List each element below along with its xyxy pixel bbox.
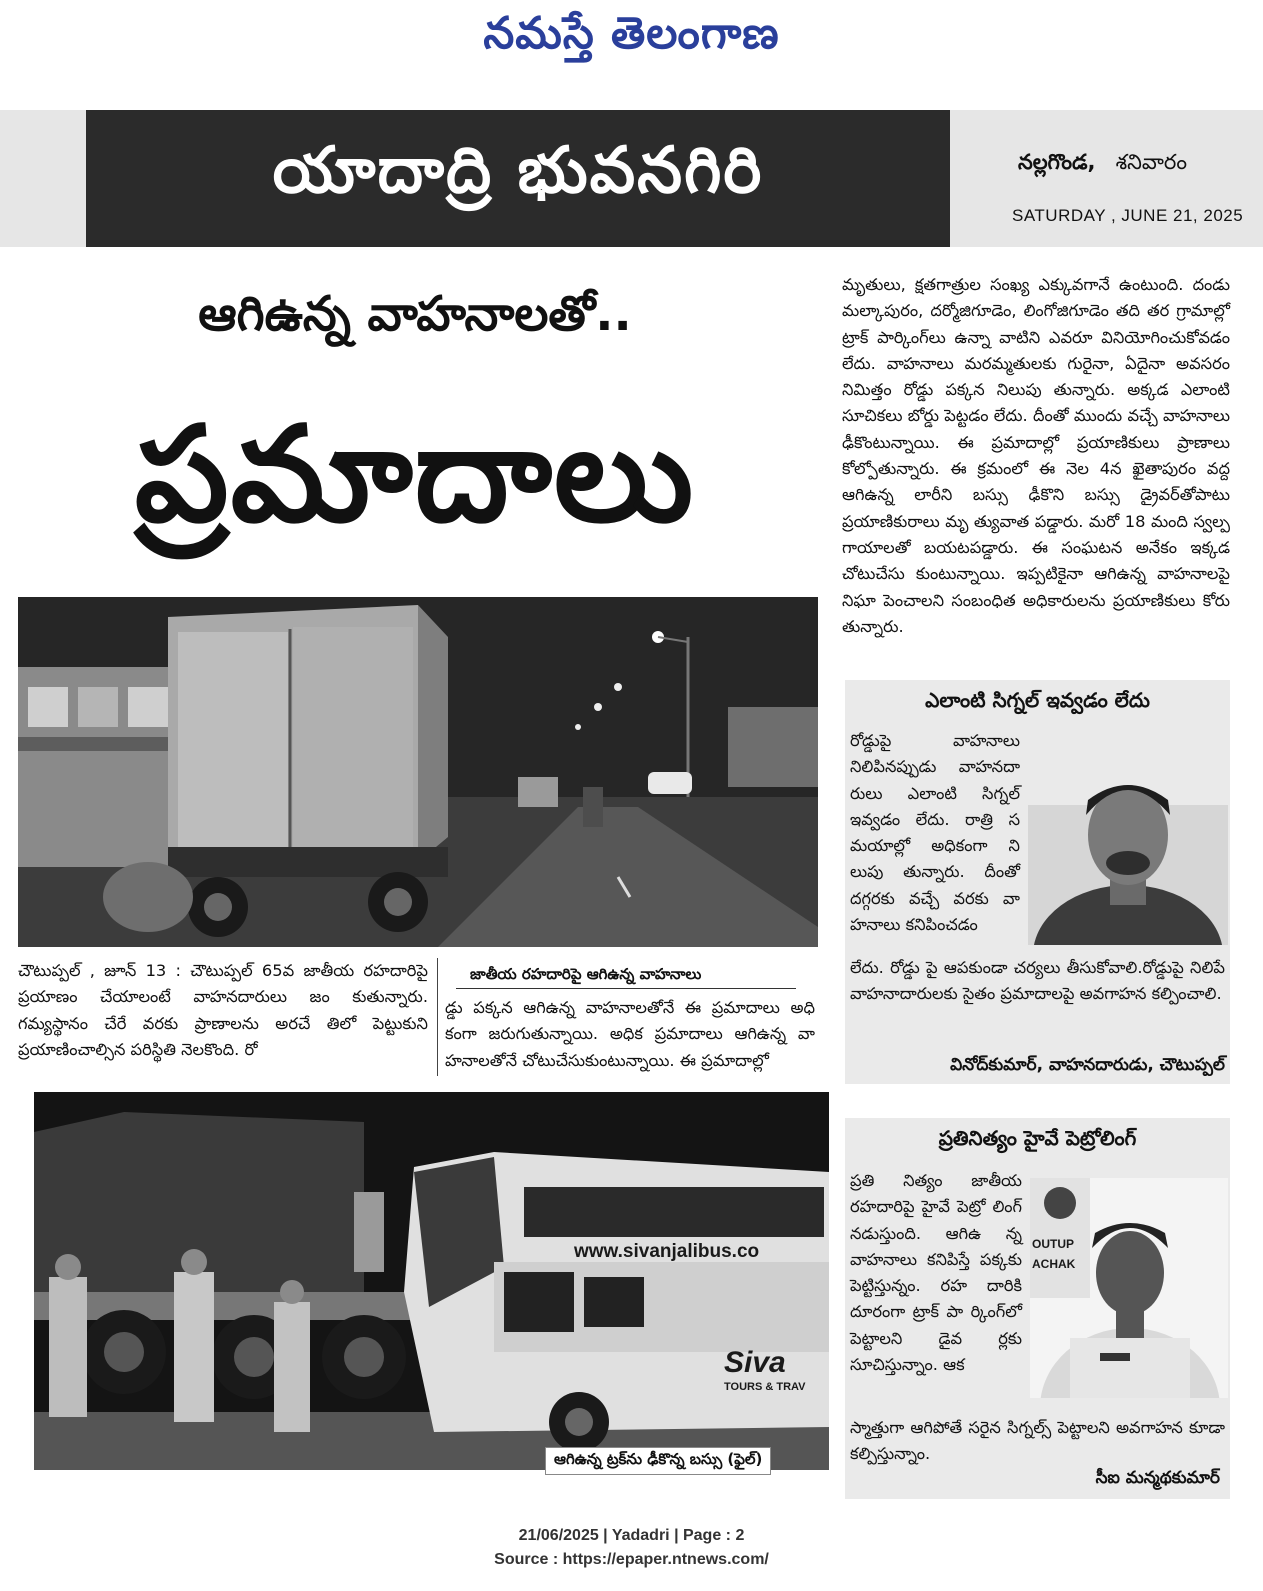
quote1-person-photo [1028,745,1228,945]
dateline-english: SATURDAY , JUNE 21, 2025 [1012,206,1244,225]
newspaper-masthead: నమస్తే తెలంగాణ [483,8,780,59]
quote2-signature: సీఐ మన్మథకుమార్ [1095,1468,1220,1488]
caption-underline [456,988,796,989]
quote1-title: ఎలాంటి సిగ్నల్ ఇవ్వడం లేదు [925,688,1150,712]
quote2-text-narrow: ప్రతి నిత్యం జాతీయ రహదారిపై హైవే పెట్రో లింగ్ నడుస్తుంది. ఆగిఉ న్న వాహనాలు కనిపిస్తే పక్కకు పెట్టిస్తున్నం. రహ దారికి దూరంగా ట్రాక్ పా ర్కింగ్‌లో పెట్టాలని డైవ ర్లకు సూచిస్తున్నాం. ఆక [850,1171,1022,1375]
footer-page-info: 21/06/2025 | Yadadri | Page : 2 [518,1527,745,1544]
edition-title-box [86,110,950,247]
article-lead-text: చౌటుప్పల్ , జూన్ 13 : చౌటుప్పల్ 65వ జాతీయ రహదారిపై ప్రయాణం చేయాలంటే వాహనదారులు జం కుతున్నారు. గమ్యస్థానం చేరే వరకు ప్రాణాలను అరచే తిలో పెట్టుకుని ప్రయాణించాల్సిన పరిస్థితి నెలకొంది. రో [18,961,428,1059]
quote1-text-wide: లేదు. రోడ్డు పై ఆపకుండా చర్యలు తీసుకోవాలి.రోడ్డుపై నిలిపే వాహనాదారులకు సైతం ప్రమాదాలపై అవగాహన కల్పించాలి. [850,958,1225,1004]
footer-source: Source : https://epaper.ntnews.com/ [494,1551,769,1568]
quote2-person-photo [1030,1178,1228,1398]
photo1-caption: జాతీయ రహదారిపై ఆగిఉన్న వాహనాలు [470,965,702,983]
dateline-telugu [1018,150,1187,180]
quote1-text-narrow: రోడ్డుపై వాహనాలు నిలిపినప్పుడు వాహనదా రులు ఎలాంటి సిగ్నల్ ఇవ్వడం లేదు. రాత్రి స మయాల్లో అధికంగా ని లుపు తున్నారు. దీంతో దగ్గరకు వచ్చే వరకు వా హనాలు కనిపించడం [850,731,1020,935]
edition-title: యాదాద్రి భువనగిరి [272,134,764,208]
badge-text-1: OUTUP [1032,1237,1074,1251]
column-divider [437,958,438,1076]
badge-text-2: ACHAK [1032,1257,1076,1271]
photo-parked-vehicles [18,597,818,947]
edition-city: నల్లగొండ, [1018,150,1096,174]
headline-kicker: ఆగిఉన్న వాహనాలతో.. [198,286,632,342]
article-right-column-text: మృతులు, క్షతగాత్రుల సంఖ్య ఎక్కువగానే ఉంటుంది. దండు మల్కాపురం, దర్మోజిగూడెం, లింగోజిగూడెం తది తర గ్రామాల్లో ట్రాక్ పార్కింగ్‌లు ఉన్నా వాటిని ఎవరూ వినియోగించుకోవడం లేదు. వాహనాలు మరమ్మతులకు గురైనా, ఏదైనా అవసరం నిమిత్తం రోడ్డు పక్కన నిలుపు తున్నారు. అక్కడ ఎలాంటి సూచికలు బోర్డు పెట్టడం లేదు. దీంతో ముందు వచ్చే వాహనాలు ఢీకొంటున్నాయి. ఈ ప్రమాదాల్లో ప్రయాణికులు ప్రాణాలు కోల్పోతున్నారు. ఈ క్రమంలో ఈ నెల 4న ఖైతాపురం వద్ద ఆగిఉన్న లారీని బస్సు ఢీకొని బస్సు డ్రైవర్‌తోపాటు ప్రయాణికురాలు మృ త్యువాత పడ్డారు. మరో 18 మంది స్వల్ప గాయాలతో బయటపడ్డారు. ఈ సంఘటన అనేకం ఇక్కడ చోటుచేసు కుంటున్నాయి. ఇప్పటికైనా ఆగిఉన్న వాహనాలపై నిఘా పెంచాలని సంబంధిత అధికారులను ప్రయాణికులు కోరు తున్నారు. [842,275,1230,636]
article-middle-text: డ్డు పక్కన ఆగిఉన్న వాహనాలతోనే ఈ ప్రమాదాలు అధి కంగా జరుగుతున్నాయి. అధిక ప్రమాదాలు ఆగిఉన్న వా హనాలతోనే చోటుచేసుకుంటున్నాయి. ఈ ప్రమాదాల్లో [445,998,815,1070]
bus-tagline-text: TOURS & TRAV [724,1381,806,1393]
photo2-caption: ఆగిఉన్న ట్రక్‌ను ఢీకొన్న బస్సు (ఫైల్) [545,1447,771,1475]
quote2-text-wide: స్మాత్తుగా ఆగిపోతే సరైన సిగ్నల్స్ పెట్టాలని అవగాహన కూడా కల్పిస్తున్నాం. [850,1418,1225,1464]
quote2-title-box [845,1118,1230,1159]
bus-brand-text: Siva [724,1346,786,1379]
bus-url-text: www.sivanjalibus.co [574,1241,760,1262]
headline-main: ప్రమాదాలు [134,398,696,552]
quote1-title-box [845,680,1230,721]
quote1-signature: వినోద్‌కుమార్, వాహనదారుడు, చౌటుప్పల్ [950,1055,1225,1075]
photo-bus-crash [34,1092,829,1470]
quote2-title: ప్రతినిత్యం హైవే పెట్రోలింగ్ [938,1126,1137,1150]
edition-weekday: శనివారం [1115,150,1187,174]
